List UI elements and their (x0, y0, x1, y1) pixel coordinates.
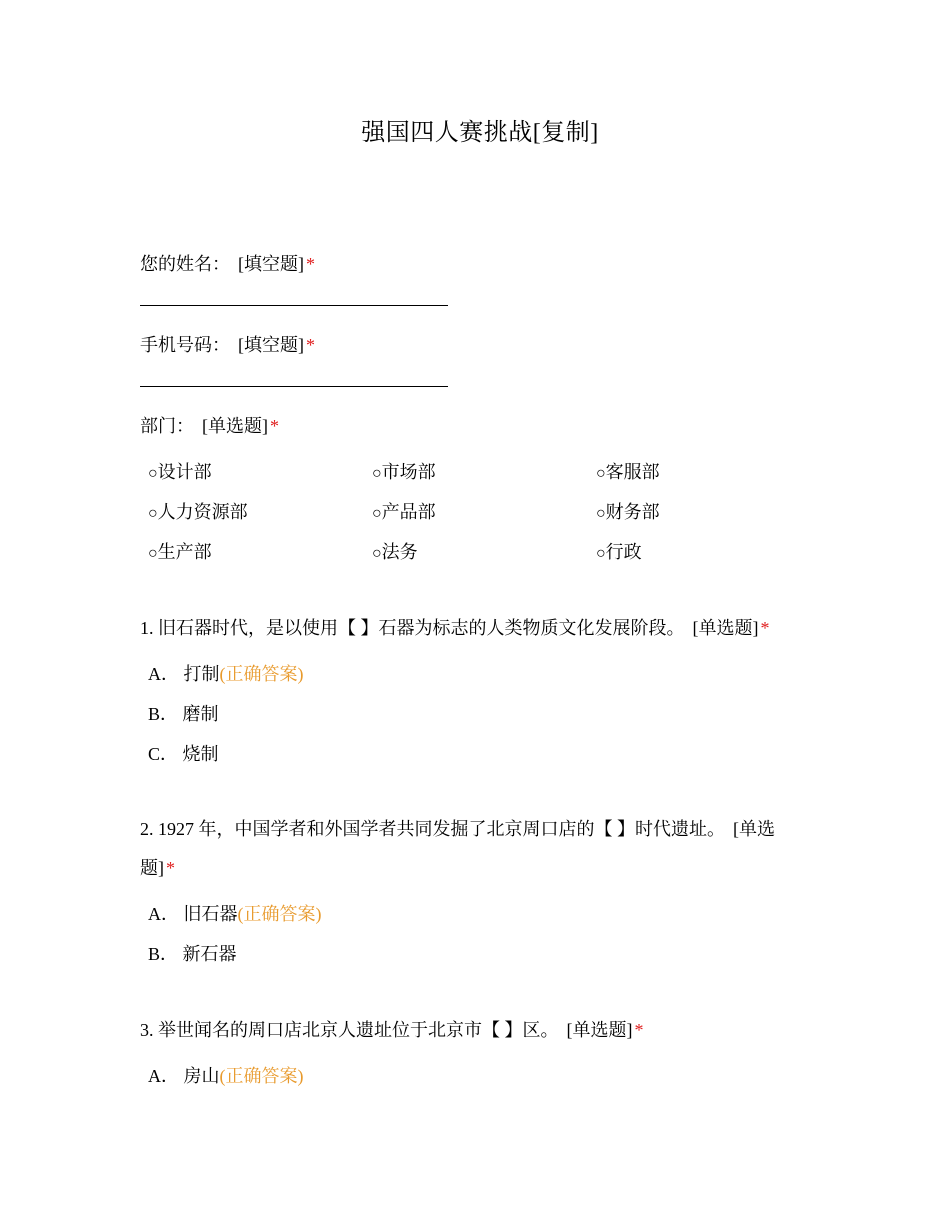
required-mark: * (760, 618, 770, 638)
question-number: 2. (140, 819, 154, 839)
question-type: [单选题] (692, 618, 759, 638)
required-mark: * (634, 1020, 644, 1040)
radio-icon: ○ (596, 505, 606, 522)
name-question (140, 252, 315, 276)
department-option-admin[interactable] (596, 540, 642, 566)
radio-icon: ○ (148, 465, 158, 482)
option-letter: C． (148, 744, 179, 764)
option-label: 财务部 (605, 502, 660, 522)
option-letter: A． (148, 904, 179, 924)
department-option-production[interactable] (148, 540, 212, 566)
question-label: 部门： (140, 416, 194, 436)
department-question (140, 414, 279, 438)
option-letter: B． (148, 944, 179, 964)
option-letter: B． (148, 704, 179, 724)
option-label: 法务 (381, 542, 418, 562)
option-text: 房山 (183, 1066, 220, 1086)
option-text: 新石器 (182, 944, 237, 964)
q2-option-b[interactable] (148, 942, 237, 966)
option-label: 人力资源部 (157, 502, 248, 522)
question-3 (140, 1018, 644, 1042)
option-text: 旧石器 (183, 904, 238, 924)
question-number: 1. (140, 618, 154, 638)
question-label: 手机号码： (140, 335, 230, 355)
question-text: 举世闻名的周口店北京人遗址位于北京市【 】区。 (158, 1020, 559, 1040)
question-type: [单选题] (202, 416, 268, 436)
department-option-marketing[interactable] (372, 460, 436, 486)
q1-option-c[interactable] (148, 742, 219, 766)
question-type: [单选题] (140, 819, 775, 878)
q2-option-a[interactable] (148, 902, 322, 926)
option-label: 设计部 (157, 462, 212, 482)
required-mark: * (270, 416, 279, 436)
radio-icon: ○ (148, 505, 158, 522)
radio-icon: ○ (596, 545, 606, 562)
option-text: 烧制 (182, 744, 219, 764)
question-text: 1927 年，中国学者和外国学者共同发掘了北京周口店的【 】时代遗址。 (158, 819, 725, 839)
phone-question (140, 333, 315, 357)
option-label: 产品部 (381, 502, 436, 522)
q1-option-b[interactable] (148, 702, 219, 726)
required-mark: * (166, 858, 175, 878)
department-option-finance[interactable] (596, 500, 660, 526)
q3-option-a[interactable] (148, 1064, 304, 1088)
option-label: 生产部 (157, 542, 212, 562)
correct-answer-note: (正确答案) (219, 1066, 304, 1086)
question-text: 旧石器时代，是以使用【 】石器为标志的人类物质文化发展阶段。 (158, 618, 685, 638)
department-option-service[interactable] (596, 460, 660, 486)
department-option-design[interactable] (148, 460, 212, 486)
q1-option-a[interactable] (148, 662, 304, 686)
department-option-legal[interactable] (372, 540, 418, 566)
correct-answer-note: (正确答案) (237, 904, 322, 924)
question-type: [填空题] (238, 335, 304, 355)
name-input-line[interactable] (140, 305, 448, 306)
option-text: 打制 (183, 664, 220, 684)
question-1 (140, 616, 770, 640)
option-letter: A． (148, 664, 179, 684)
option-text: 磨制 (182, 704, 219, 724)
question-number: 3. (140, 1020, 154, 1040)
department-option-product[interactable] (372, 500, 436, 526)
phone-input-line[interactable] (140, 386, 448, 387)
question-label: 您的姓名： (140, 254, 230, 274)
question-2 (140, 810, 800, 888)
page-title: 强国四人赛挑战[复制] (361, 120, 599, 146)
question-type: [单选题] (566, 1020, 633, 1040)
question-type: [填空题] (238, 254, 304, 274)
correct-answer-note: (正确答案) (219, 664, 304, 684)
radio-icon: ○ (596, 465, 606, 482)
option-label: 客服部 (605, 462, 660, 482)
option-label: 行政 (605, 542, 642, 562)
department-option-hr[interactable] (148, 500, 248, 526)
required-mark: * (306, 335, 315, 355)
radio-icon: ○ (372, 545, 382, 562)
radio-icon: ○ (372, 505, 382, 522)
radio-icon: ○ (148, 545, 158, 562)
radio-icon: ○ (372, 465, 382, 482)
option-label: 市场部 (381, 462, 436, 482)
option-letter: A． (148, 1066, 179, 1086)
required-mark: * (306, 254, 315, 274)
